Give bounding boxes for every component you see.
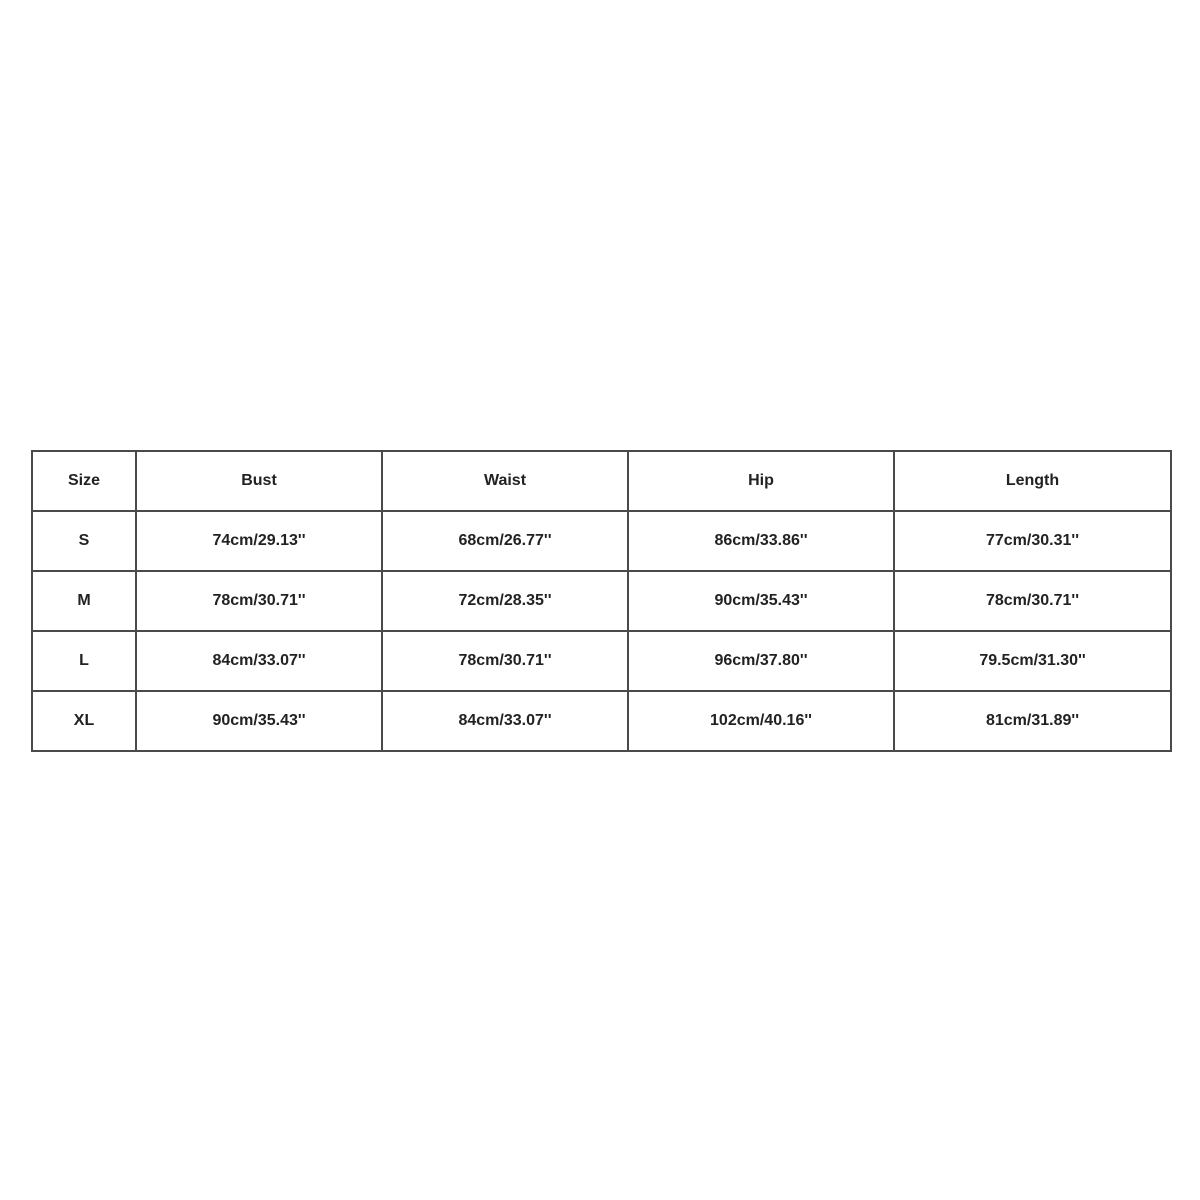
table-row xyxy=(32,571,1171,631)
waist-cell: 68cm/26.77'' xyxy=(382,511,628,571)
size-cell: S xyxy=(32,511,136,571)
size-cell: M xyxy=(32,571,136,631)
waist-cell: 84cm/33.07'' xyxy=(382,691,628,751)
waist-cell: 72cm/28.35'' xyxy=(382,571,628,631)
header-size: Size xyxy=(32,451,136,511)
hip-cell: 102cm/40.16'' xyxy=(628,691,894,751)
table-row xyxy=(32,691,1171,751)
header-row xyxy=(32,451,1171,511)
header-bust: Bust xyxy=(136,451,382,511)
length-cell: 78cm/30.71'' xyxy=(894,571,1171,631)
hip-cell: 86cm/33.86'' xyxy=(628,511,894,571)
waist-cell: 78cm/30.71'' xyxy=(382,631,628,691)
length-cell: 79.5cm/31.30'' xyxy=(894,631,1171,691)
table-row xyxy=(32,631,1171,691)
length-cell: 81cm/31.89'' xyxy=(894,691,1171,751)
header-hip: Hip xyxy=(628,451,894,511)
size-cell: L xyxy=(32,631,136,691)
size-chart-table xyxy=(31,450,1172,752)
table-row xyxy=(32,511,1171,571)
hip-cell: 90cm/35.43'' xyxy=(628,571,894,631)
bust-cell: 74cm/29.13'' xyxy=(136,511,382,571)
hip-cell: 96cm/37.80'' xyxy=(628,631,894,691)
header-length: Length xyxy=(894,451,1171,511)
bust-cell: 78cm/30.71'' xyxy=(136,571,382,631)
bust-cell: 90cm/35.43'' xyxy=(136,691,382,751)
length-cell: 77cm/30.31'' xyxy=(894,511,1171,571)
header-waist: Waist xyxy=(382,451,628,511)
bust-cell: 84cm/33.07'' xyxy=(136,631,382,691)
size-cell: XL xyxy=(32,691,136,751)
